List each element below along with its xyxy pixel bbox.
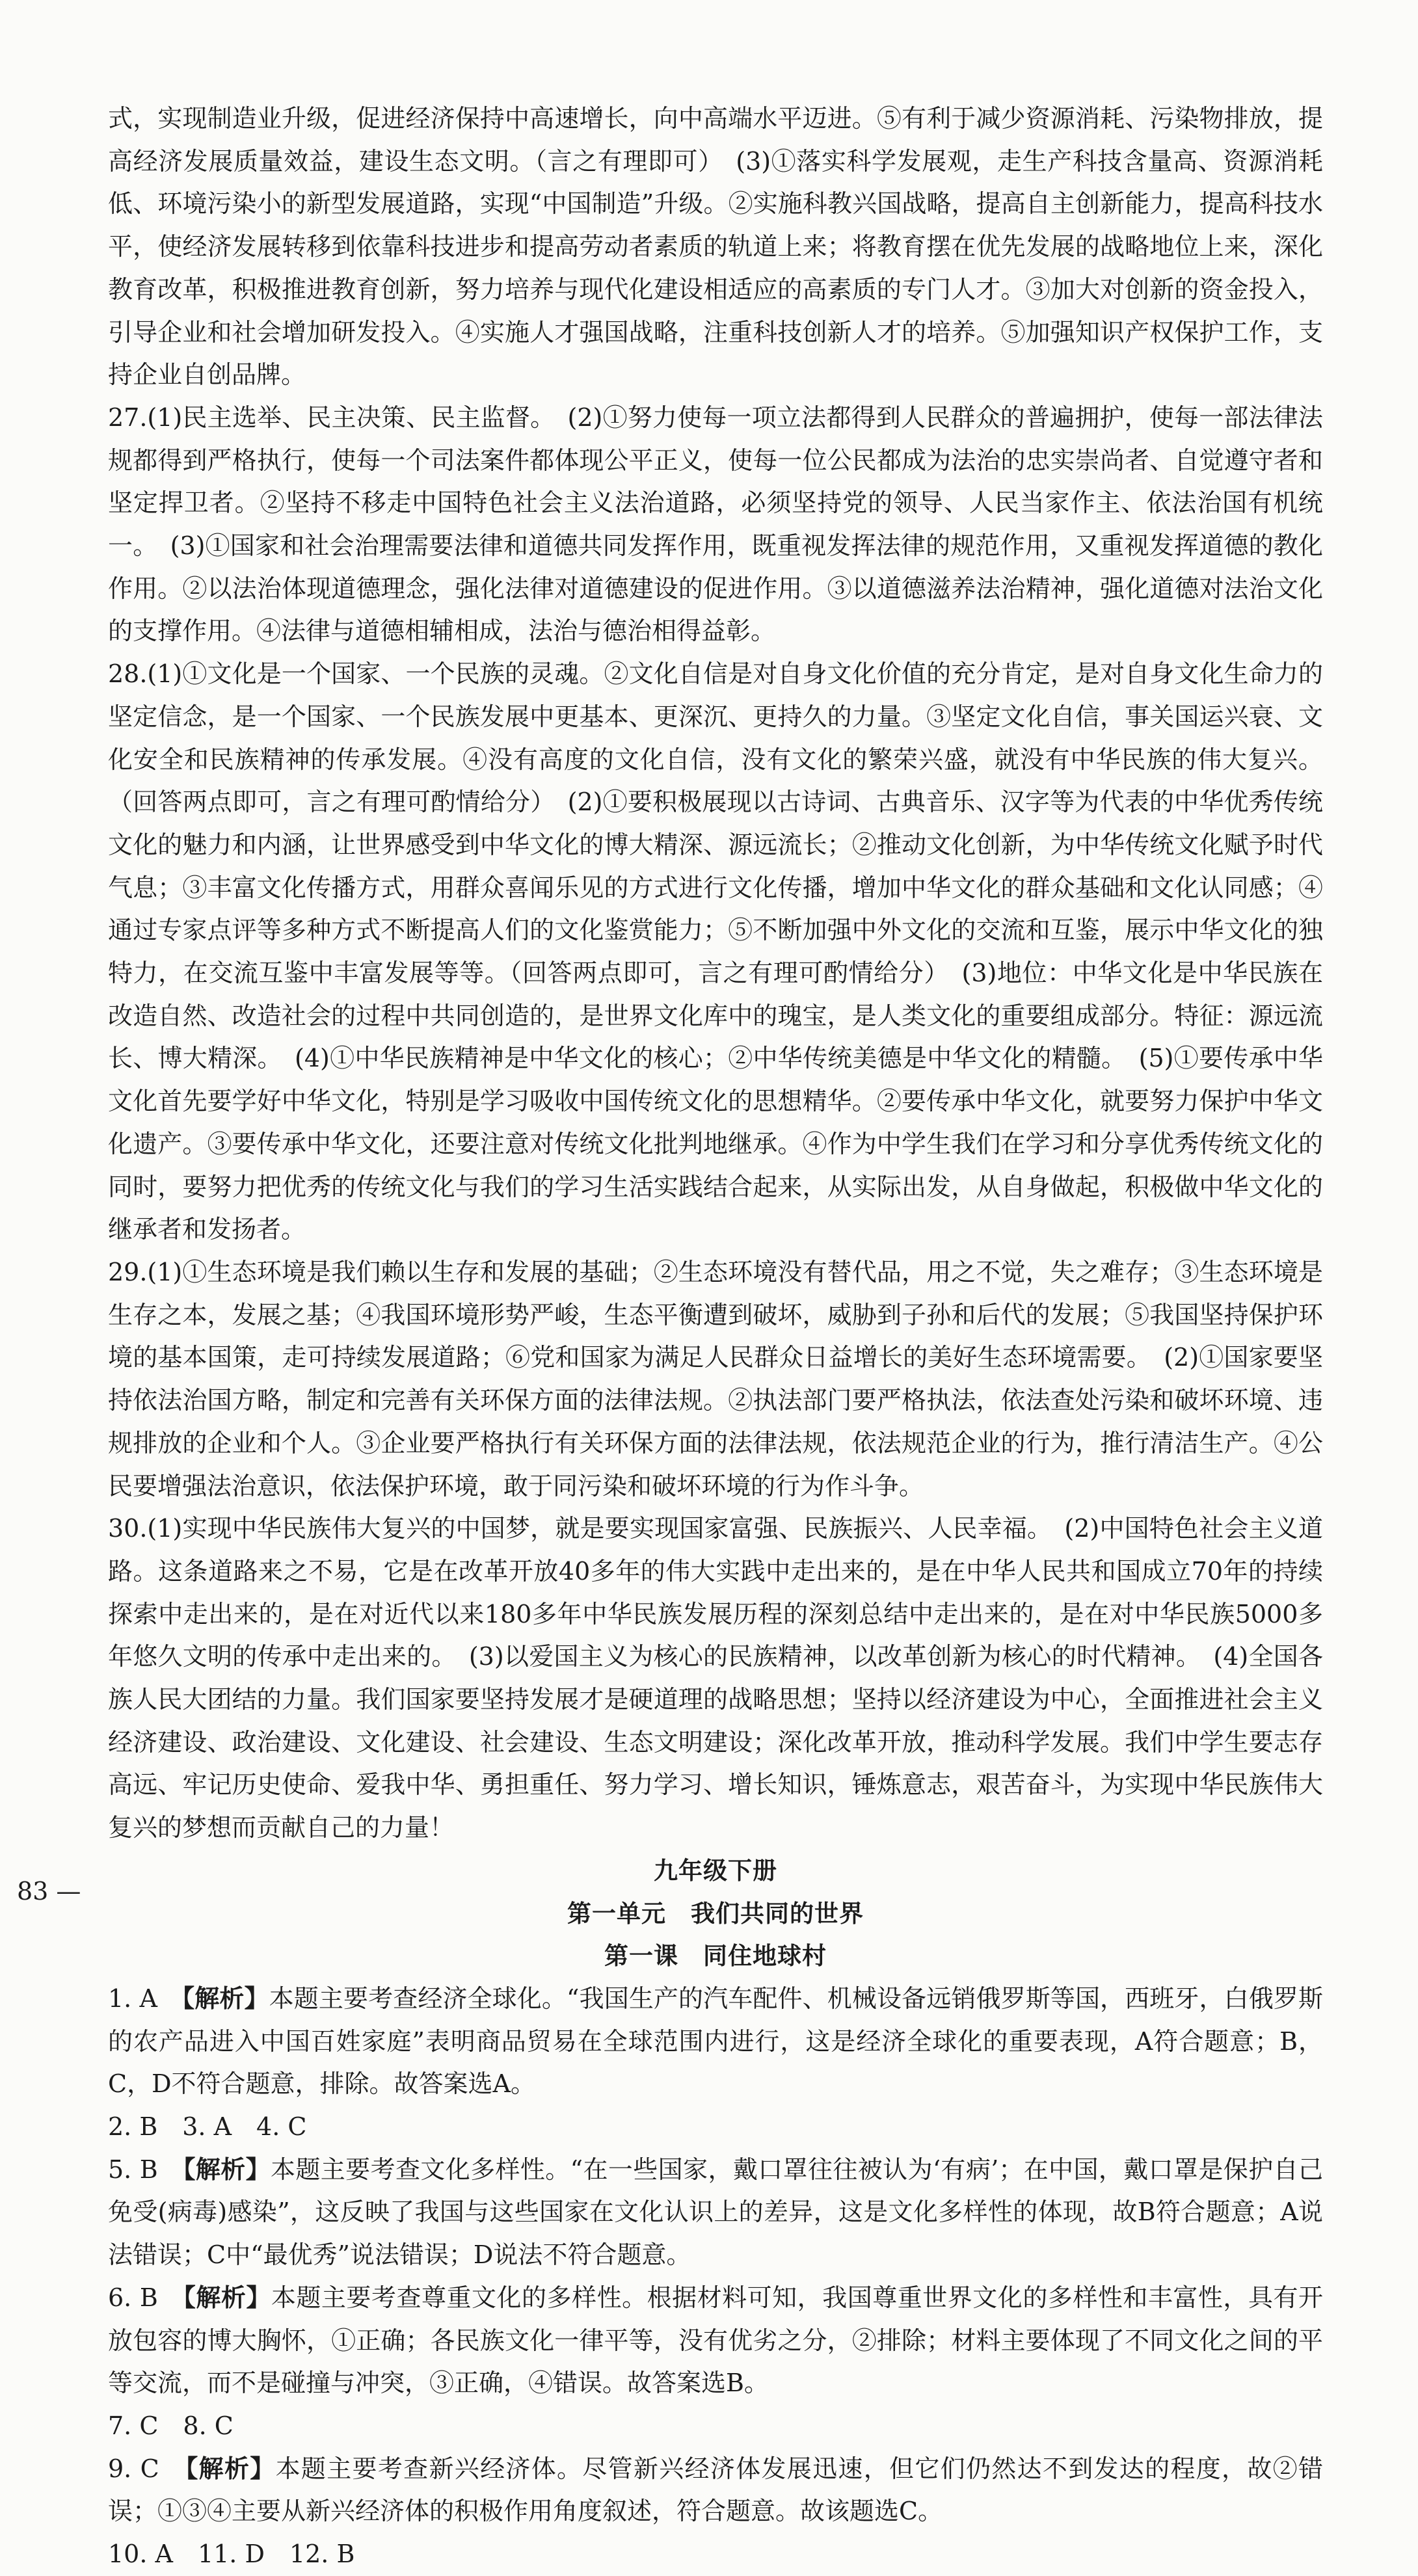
- answer-item-1: [108, 1978, 1323, 2106]
- answer-item-7-8: [108, 2405, 1323, 2448]
- analysis-tag: 【解析】: [183, 2283, 271, 2312]
- answer-paragraph-26-cont: 式，实现制造业升级，促进经济保持中高速增长，向中高端水平迈进。⑤有利于减少资源消耗、污染物排放，提高经济发展质量效益，建设生态文明。（言之有理即可） (3)①落实科学发展观，走生产科技含量高、资源消耗低、环境污染小的新型发展道路，实现“中国制造”升级。②实施科教兴国战略，提高自主创新能力，提高科技水平，使经济发展转移到依靠科技进步和提高劳动者素质的轨道上来；将教育摆在优先发展的战略地位上来，深化教育改革，积极推进教育创新，努力培养与现代化建设相适应的高素质的专门人才。③加大对创新的资金投入，引导企业和社会增加研发投入。④实施人才强国战略，注重科技创新人才的培养。⑤加强知识产权保护工作，支持企业自创品牌。: [108, 104, 1323, 390]
- analysis-text: 本题主要考查新兴经济体。尽管新兴经济体发展迅速，但它们仍然达不到发达的程度，故②错误；①③④主要从新兴经济体的积极作用角度叙述，符合题意。故该题选C。: [108, 2454, 1323, 2526]
- answer-number: 10. A 11. D 12. B: [108, 2540, 355, 2569]
- answer-item-2-4: [108, 2106, 1323, 2149]
- answer-item-9: [108, 2448, 1323, 2533]
- analysis-text: 本题主要考查尊重文化的多样性。根据材料可知，我国尊重世界文化的多样性和丰富性，具有开放包容的博大胸怀，①正确；各民族文化一律平等，没有优劣之分，②排除；材料主要体现了不同文化之间的平等交流，而不是碰撞与冲突，③正确，④错误。故答案选B。: [108, 2283, 1323, 2398]
- answer-number: 7. C 8. C: [108, 2411, 234, 2440]
- answer-number: 1. A: [108, 1984, 183, 2013]
- answer-item-5: [108, 2149, 1323, 2277]
- analysis-text: 本题主要考查文化多样性。“在一些国家，戴口罩往往被认为‘有病’；在中国，戴口罩是保护自己免受(病毒)感染”，这反映了我国与这些国家在文化认识上的差异，这是文化多样性的体现，故B符合题意；A说法错误；C中“最优秀”说法错误；D说法不符合题意。: [108, 2155, 1323, 2270]
- analysis-tag: 【解析】: [185, 2454, 276, 2483]
- lesson-heading: 第一课 同住地球村: [604, 1942, 827, 1971]
- analysis-text: 本题主要考查经济全球化。“我国生产的汽车配件、机械设备远销俄罗斯等国，西班牙，白俄罗斯的农产品进入中国百姓家庭”表明商品贸易在全球范围内进行，这是经济全球化的重要表现，A符合题意；B，C，D不符合题意，排除。故答案选A。: [108, 1984, 1323, 2099]
- answer-paragraph-27: 27.(1)民主选举、民主决策、民主监督。 (2)①努力使每一项立法都得到人民群众的普遍拥护，使每一部法律法规都得到严格执行，使每一个司法案件都体现公平正义，使每一位公民都成为法治的忠实崇尚者、自觉遵守者和坚定捍卫者。②坚持不移走中国特色社会主义法治道路，必须坚持党的领导、人民当家作主、依法治国有机统一。 (3)①国家和社会治理需要法律和道德共同发挥作用，既重视发挥法律的规范作用，又重视发挥道德的教化作用。②以法治体现道德理念，强化法律对道德建设的促进作用。③以道德滋养法治精神，强化道德对法治文化的支撑作用。④法律与道德相辅相成，法治与德治相得益彰。: [108, 403, 1323, 646]
- volume-heading: 九年级下册: [654, 1856, 777, 1885]
- answer-number: 6. B: [108, 2283, 183, 2312]
- answer-paragraph-28: 28.(1)①文化是一个国家、一个民族的灵魂。②文化自信是对自身文化价值的充分肯定，是对自身文化生命力的坚定信念，是一个国家、一个民族发展中更基本、更深沉、更持久的力量。③坚定文化自信，事关国运兴衰、文化安全和民族精神的传承发展。④没有高度的文化自信，没有文化的繁荣兴盛，就没有中华民族的伟大复兴。（回答两点即可，言之有理可酌情给分） (2)①要积极展现以古诗词、古典音乐、汉字等为代表的中华优秀传统文化的魅力和内涵，让世界感受到中华文化的博大精深、源远流长；②推动文化创新，为中华传统文化赋予时代气息；③丰富文化传播方式，用群众喜闻乐见的方式进行文化传播，增加中华文化的群众基础和文化认同感；④通过专家点评等多种方式不断提高人们的文化鉴赏能力；⑤不断加强中外文化的交流和互鉴，展示中华文化的独特力，在交流互鉴中丰富发展等等。（回答两点即可，言之有理可酌情给分） (3)地位：中华文化是中华民族在改造自然、改造社会的过程中共同创造的，是世界文化库中的瑰宝，是人类文化的重要组成部分。特征：源远流长、博大精深。 (4)①中华民族精神是中华文化的核心；②中华传统美德是中华文化的精髓。 (5)①要传承中华文化首先要学好中华文化，特别是学习吸收中国传统文化的思想精华。②要传承中华文化，就要努力保护中华文化遗产。③要传承中华文化，还要注意对传统文化批判地继承。④作为中学生我们在学习和分享优秀传统文化的同时，要努力把优秀的传统文化与我们的学习生活实践结合起来，从实际出发，从自身做起，积极做中华文化的继承者和发扬者。: [108, 659, 1323, 1244]
- unit-heading: 第一单元 我们共同的世界: [567, 1899, 864, 1928]
- answer-number: 5. B: [108, 2155, 183, 2184]
- page-number: 83 —: [17, 1877, 81, 1905]
- answer-paragraph-30: 30.(1)实现中华民族伟大复兴的中国梦，就是要实现国家富强、民族振兴、人民幸福。 (2)中国特色社会主义道路。这条道路来之不易，它是在改革开放40多年的伟大实践中走出来的，是在中华人民共和国成立70年的持续探索中走出来的，是在对近代以来180多年中华民族发展历程的深刻总结中走出来的，是在对中华民族5000多年悠久文明的传承中走出来的。 (3)以爱国主义为核心的民族精神，以改革创新为核心的时代精神。 (4)全国各族人民大团结的力量。我们国家要坚持发展才是硬道理的战略思想；坚持以经济建设为中心，全面推进社会主义经济建设、政治建设、文化建设、社会建设、生态文明建设；深化改革开放，推动科学发展。我们中学生要志存高远、牢记历史使命、爱我中华、勇担重任、努力学习、增长知识，锤炼意志，艰苦奋斗，为实现中华民族伟大复兴的梦想而贡献自己的力量！: [108, 1514, 1323, 1842]
- answer-number: 9. C: [108, 2454, 186, 2483]
- page-content: [108, 98, 1323, 2576]
- answer-item-6: [108, 2277, 1323, 2405]
- answer-number: 2. B 3. A 4. C: [108, 2112, 307, 2142]
- answer-item-10-12: [108, 2533, 1323, 2576]
- answer-paragraph-29: 29.(1)①生态环境是我们赖以生存和发展的基础；②生态环境没有替代品，用之不觉，失之难存；③生态环境是生存之本，发展之基；④我国环境形势严峻，生态平衡遭到破坏，威胁到子孙和后代的发展；⑤我国坚持保护环境的基本国策，走可持续发展道路；⑥党和国家为满足人民群众日益增长的美好生态环境需要。 (2)①国家要坚持依法治国方略，制定和完善有关环保方面的法律法规。②执法部门要严格执法，依法查处污染和破坏环境、违规排放的企业和个人。③企业要严格执行有关环保方面的法律法规，依法规范企业的行为，推行清洁生产。④公民要增强法治意识，依法保护环境，敢于同污染和破坏环境的行为作斗争。: [108, 1257, 1323, 1500]
- analysis-tag: 【解析】: [182, 1984, 269, 2013]
- analysis-tag: 【解析】: [183, 2155, 271, 2184]
